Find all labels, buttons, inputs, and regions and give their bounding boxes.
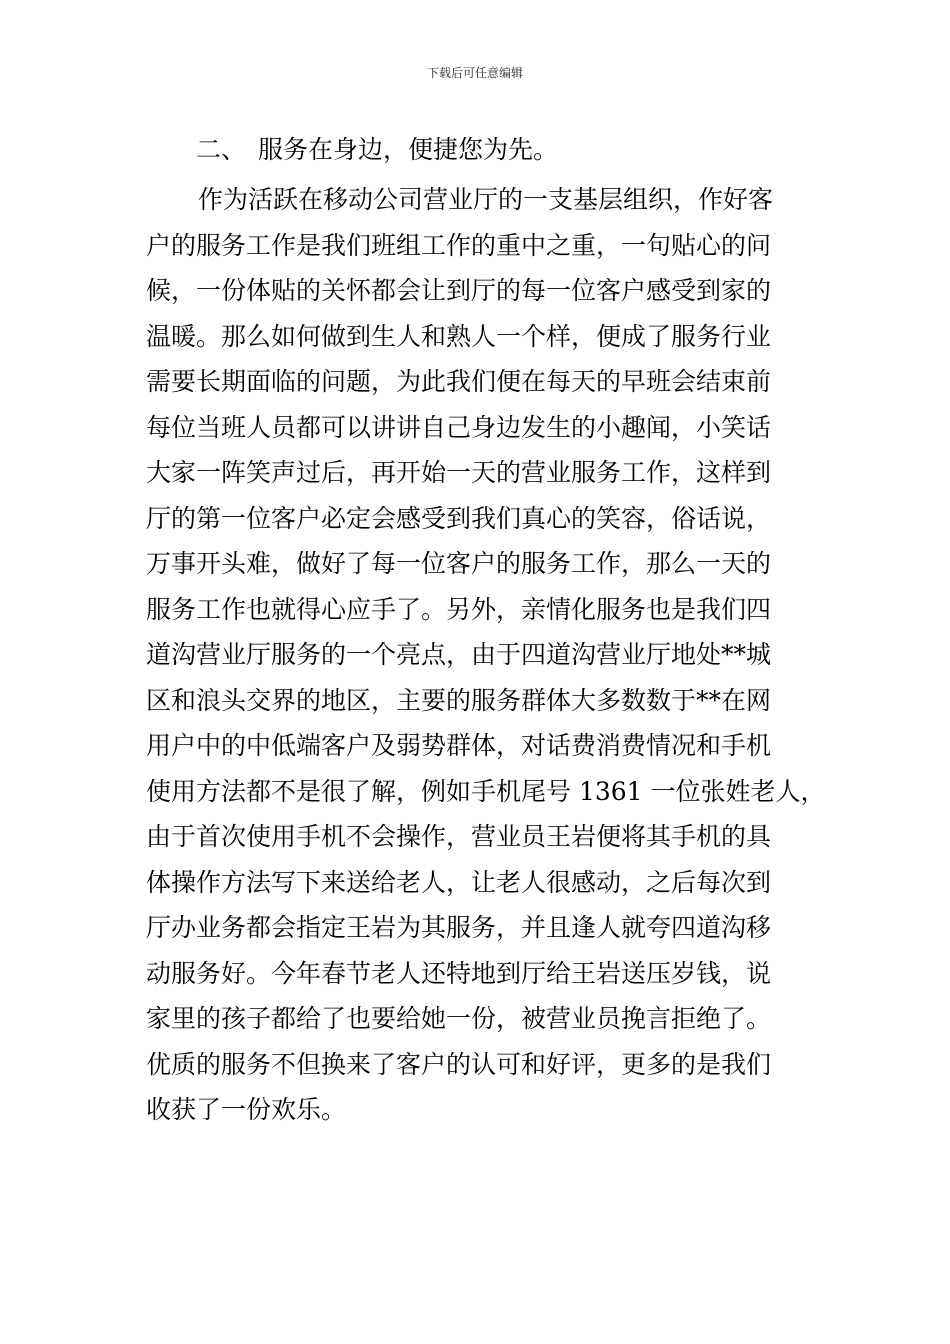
paragraph-line: 家里的孩子都给了也要给她一份，被营业员挽言拒绝了。 <box>146 1004 772 1033</box>
paragraph-line: 户的服务工作是我们班组工作的重中之重，一句贴心的问 <box>146 230 772 260</box>
paragraph-line: 作为活跃在移动公司营业厅的一支基层组织，作好客 <box>198 185 774 214</box>
section-heading <box>196 128 558 172</box>
body-paragraph <box>146 177 836 1133</box>
paragraph-line: 万事开头难，做好了每一位客户的服务工作，那么一天的 <box>146 549 772 578</box>
paragraph-line: 区和浪头交界的地区，主要的服务群体大多数数于**在网 <box>146 685 772 715</box>
paragraph-line: 需要长期面临的问题，为此我们便在每天的早班会结束前 <box>146 367 772 396</box>
paragraph-line: 厅办业务都会指定王岩为其服务，并且逢人就夸四道沟移 <box>146 913 772 942</box>
paragraph-line: 由于首次使用手机不会操作，营业员王岩便将其手机的具 <box>146 822 772 851</box>
paragraph-line: 温暖。那么如何做到生人和熟人一个样，便成了服务行业 <box>146 321 772 351</box>
paragraph-line: 候，一份体贴的关怀都会让到厅的每一位客户感受到家的 <box>146 276 772 305</box>
section-number: 二、 <box>196 135 247 164</box>
page-header-note: 下载后可任意编辑 <box>426 66 523 80</box>
paragraph-line: 大家一阵笑声过后，再开始一天的营业服务工作，这样到 <box>146 458 772 487</box>
paragraph-line: 厅的第一位客户必定会感受到我们真心的笑容，俗话说， <box>146 503 772 533</box>
paragraph-line: 动服务好。今年春节老人还特地到厅给王岩送压岁钱，说 <box>146 958 772 988</box>
paragraph-line: 收获了一份欢乐。 <box>146 1095 347 1124</box>
section-title: 服务在身边，便捷您为先。 <box>258 135 559 164</box>
paragraph-line: 每位当班人员都可以讲讲自己身边发生的小趣闻，小笑话 <box>146 412 772 442</box>
paragraph-line: 服务工作也就得心应手了。另外，亲情化服务也是我们四 <box>146 594 772 624</box>
paragraph-line: 道沟营业厅服务的一个亮点，由于四道沟营业厅地处**城 <box>146 640 772 669</box>
paragraph-line: 使用方法都不是很了解，例如手机尾号 1361 一位张姓老人， <box>146 776 826 806</box>
paragraph-line: 优质的服务不但换来了客户的认可和好评，更多的是我们 <box>146 1049 772 1079</box>
paragraph-line: 用户中的中低端客户及弱势群体，对话费消费情况和手机 <box>146 731 772 760</box>
paragraph-line: 体操作方法写下来送给老人，让老人很感动，之后每次到 <box>146 867 772 897</box>
